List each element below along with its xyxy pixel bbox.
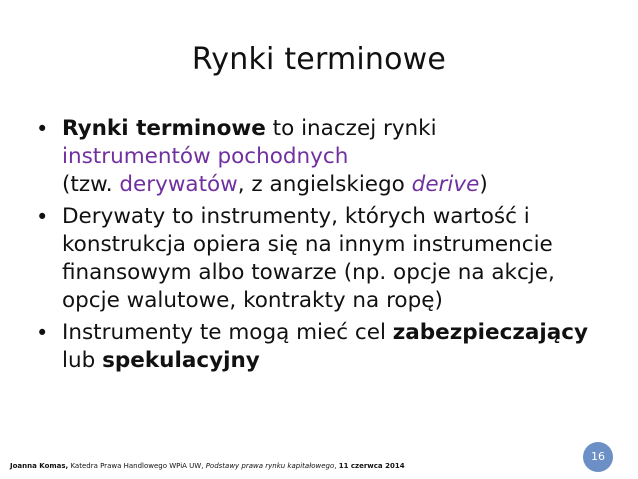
- bold-term: zabezpieczający: [392, 320, 589, 345]
- slide-title: Rynki terminowe: [191, 42, 447, 77]
- bullet-line: Derywaty to instrumenty, których wartość i: [62, 204, 530, 229]
- bullet-item-purpose: [36, 319, 616, 375]
- page-number-badge: 16: [583, 442, 613, 472]
- bullet-item-futures-markets: [36, 115, 616, 199]
- footer-title: Podstawy prawa rynku kapitałowego: [205, 462, 335, 470]
- text-segment: Instrumenty te mogą mieć cel: [62, 320, 393, 345]
- bullet-line: konstrukcja opiera się na innym instrumencie: [62, 232, 553, 257]
- slide-footer: [10, 462, 405, 470]
- text-segment: , z angielskiego: [237, 172, 412, 197]
- text-segment: ): [479, 172, 488, 197]
- bullet-item-derivatives: [36, 203, 616, 315]
- bullet-line: [62, 143, 616, 171]
- text-segment: lub: [62, 348, 103, 373]
- bullet-line: [62, 115, 616, 143]
- bullet-line: opcje walutowe, kontrakty na ropę): [62, 288, 443, 313]
- footer-separator: ,: [334, 462, 339, 470]
- bullet-dot: •: [36, 321, 49, 345]
- bullet-list: [36, 115, 616, 379]
- bullet-dot: •: [36, 117, 49, 141]
- highlighted-term: derywatów: [119, 172, 238, 197]
- bullet-dot: •: [36, 205, 49, 229]
- bullet-line: [62, 319, 616, 347]
- footer-author: Joanna Komas,: [10, 462, 69, 470]
- highlighted-term-italic: derive: [411, 172, 480, 197]
- text-segment: to inaczej rynki: [265, 116, 437, 141]
- text-segment: (tzw.: [62, 172, 120, 197]
- bullet-line: [62, 347, 616, 375]
- footer-affiliation: Katedra Prawa Handlowego WPiA UW,: [68, 462, 206, 470]
- footer-date: 11 czerwca 2014: [338, 462, 405, 470]
- highlighted-term: instrumentów pochodnych: [62, 144, 349, 169]
- bullet-line: [62, 171, 616, 199]
- bullet-line: finansowym albo towarze (np. opcje na akcje,: [62, 260, 555, 285]
- bold-term: Rynki terminowe: [62, 116, 266, 141]
- bold-term: spekulacyjny: [102, 348, 260, 373]
